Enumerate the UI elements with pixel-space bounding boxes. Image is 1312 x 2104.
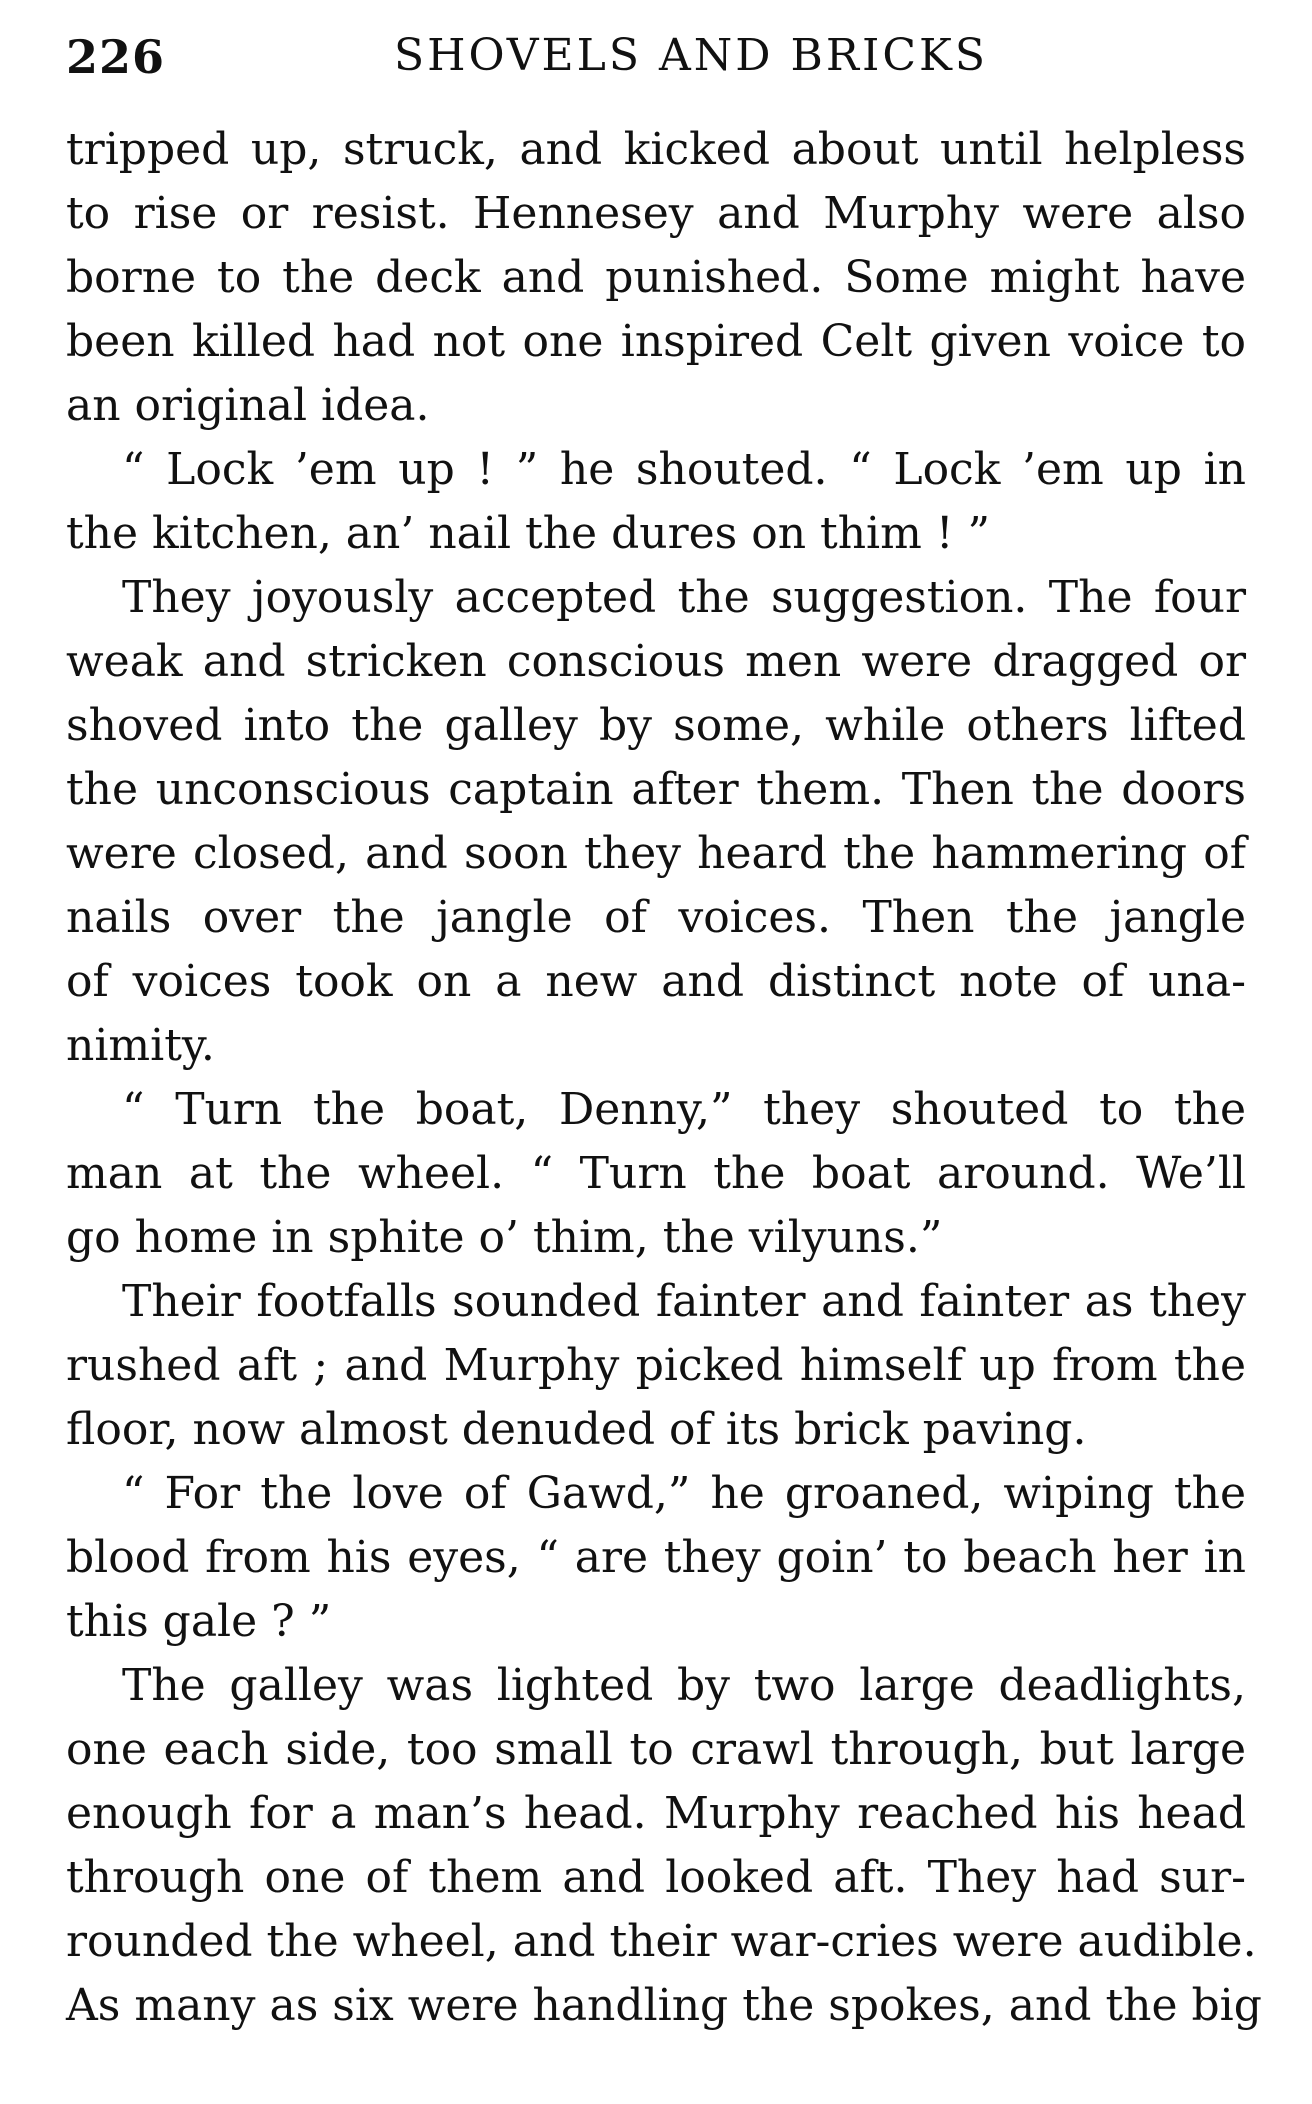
text-line: borne to the deck and punished. Some might have [66,252,1246,303]
text-line: go home in sphite o’ thim, the vilyuns.” [66,1212,943,1263]
running-head: SHOVELS AND BRICKS [393,30,989,81]
body-text [66,118,1262,2038]
text-line: an original idea. [66,380,430,431]
text-line: shoved into the galley by some, while others lifted [66,700,1246,751]
text-line: “ For the love of Gawd,” he groaned, wiping the [122,1468,1246,1519]
text-line: man at the wheel. “ Turn the boat around. We’ll [66,1148,1246,1199]
text-line: to rise or resist. Hennesey and Murphy were also [66,188,1246,239]
text-line: nails over the jangle of voices. Then the jangle [66,892,1246,943]
text-line: nimity. [66,1020,215,1071]
page-number: 226 [66,30,166,84]
text-line: rounded the wheel, and their war-cries were audible. [66,1916,1257,1967]
text-line: “ Turn the boat, Denny,” they shouted to the [122,1084,1246,1135]
text-line: blood from his eyes, “ are they goin’ to beach her in [66,1532,1246,1583]
text-line: of voices took on a new and distinct note of una- [66,956,1246,1007]
text-line: tripped up, struck, and kicked about until helpless [66,124,1246,175]
text-line: through one of them and looked aft. They had sur- [66,1852,1246,1903]
text-line: They joyously accepted the suggestion. The four [122,572,1246,623]
text-line: this gale ? ” [66,1596,332,1647]
text-line: been killed had not one inspired Celt given voice to [66,316,1246,367]
text-line: one each side, too small to crawl through, but large [66,1724,1246,1775]
text-line: the unconscious captain after them. Then the doors [66,764,1246,815]
text-line: The galley was lighted by two large deadlights, [122,1660,1246,1711]
text-line: the kitchen, an’ nail the dures on thim ! ” [66,508,990,559]
page-header [66,30,1246,90]
text-line: were closed, and soon they heard the hammering of [66,828,1246,879]
text-line: As many as six were handling the spokes, and the big [66,1980,1262,2031]
text-line: enough for a man’s head. Murphy reached his head [66,1788,1246,1839]
text-line: “ Lock ’em up ! ” he shouted. “ Lock ’em up in [122,444,1246,495]
text-line: weak and stricken conscious men were dragged or [66,636,1246,687]
text-line: Their footfalls sounded fainter and fainter as they [122,1276,1246,1327]
text-line: rushed aft ; and Murphy picked himself up from the [66,1340,1246,1391]
text-line: floor, now almost denuded of its brick paving. [66,1404,1087,1455]
